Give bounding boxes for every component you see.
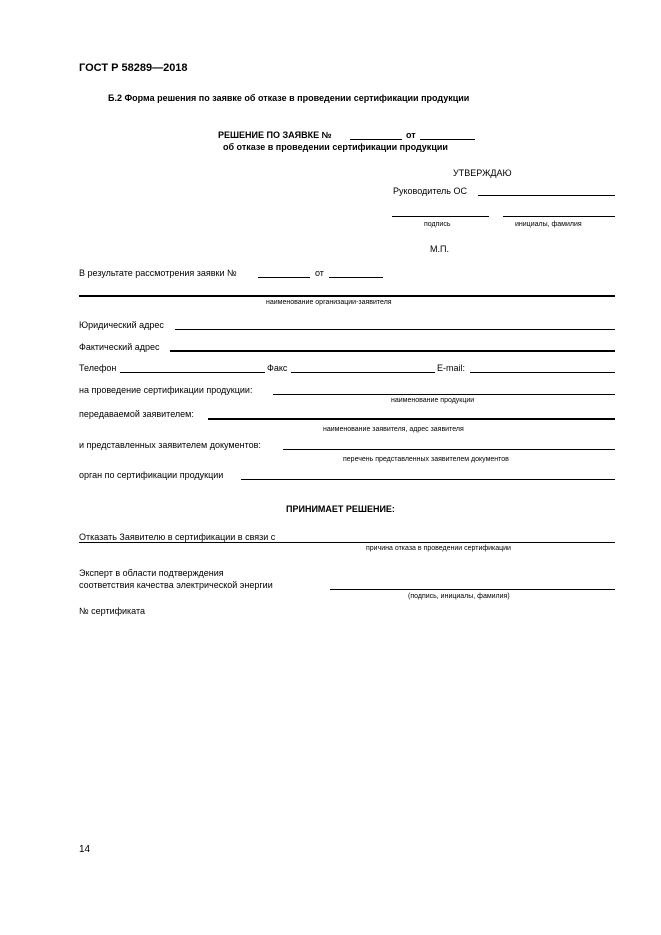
actual-address-label: Фактический адрес [79,342,160,352]
legal-address-field[interactable] [175,329,615,330]
phone-label: Телефон [79,363,117,373]
head-of-body-label: Руководитель ОС [393,186,467,196]
organization-hint: наименование организации-заявителя [266,299,392,306]
expert-signature-field[interactable] [330,589,615,590]
applicant-field[interactable] [208,418,615,420]
product-field[interactable] [273,394,615,395]
stamp-label: М.П. [430,244,449,254]
refusal-reason-hint: причина отказа в проведении сертификации [366,545,511,552]
decision-number-field[interactable] [350,139,402,140]
cert-for-label: на проведение сертификации продукции: [79,385,253,395]
expert-hint: (подпись, инициалы, фамилия) [408,593,510,600]
expert-label-line2: соответствия качества электрической энергии [79,580,273,590]
decision-title-from: от [406,130,416,140]
decision-date-field[interactable] [420,139,475,140]
decision-heading: ПРИНИМАЕТ РЕШЕНИЕ: [286,504,395,514]
documents-label: и представленных заявителем документов: [79,440,261,450]
documents-hint: перечень представленных заявителем документов [343,456,509,463]
organization-field[interactable] [79,295,615,297]
fax-field[interactable] [291,372,435,373]
supplied-by-label: передаваемой заявителем: [79,409,194,419]
decision-title-line2: об отказе в проведении сертификации продукции [223,142,448,152]
page-number: 14 [79,844,91,855]
review-from-label: от [315,268,324,278]
fax-label: Факс [267,363,288,373]
refusal-reason-field[interactable] [79,542,615,543]
email-label: E-mail: [437,363,466,373]
application-number-field[interactable] [258,277,310,278]
email-field[interactable] [470,372,615,373]
legal-address-label: Юридический адрес [79,320,164,330]
refuse-label: Отказать Заявителю в сертификации в связи с [79,532,276,542]
decision-title-line1 [218,130,332,140]
phone-field[interactable] [120,372,265,373]
head-of-body-field[interactable] [478,195,615,196]
signature-field[interactable] [392,216,489,217]
cert-body-field[interactable] [241,479,615,480]
actual-address-field[interactable] [170,350,615,352]
documents-field[interactable] [283,449,615,450]
standard-number: ГОСТ Р 58289—2018 [79,62,188,74]
decision-title-prefix: РЕШЕНИЕ ПО ЗАЯВКЕ № [218,130,332,140]
name-field[interactable] [503,216,615,217]
expert-label-line1: Эксперт в области подтверждения [79,568,224,578]
name-hint: инициалы, фамилия [515,221,582,228]
approve-label: УТВЕРЖДАЮ [453,168,512,178]
certificate-number-label: № сертификата [79,606,146,616]
product-hint: наименование продукции [391,397,475,404]
section-title: Б.2 Форма решения по заявке об отказе в проведении сертификации продукции [108,93,470,103]
review-label: В результате рассмотрения заявки № [79,268,237,278]
application-date-field[interactable] [329,277,383,278]
cert-body-label: орган по сертификации продукции [79,470,224,480]
applicant-hint: наименование заявителя, адрес заявителя [323,426,464,433]
signature-hint: подпись [424,221,451,228]
